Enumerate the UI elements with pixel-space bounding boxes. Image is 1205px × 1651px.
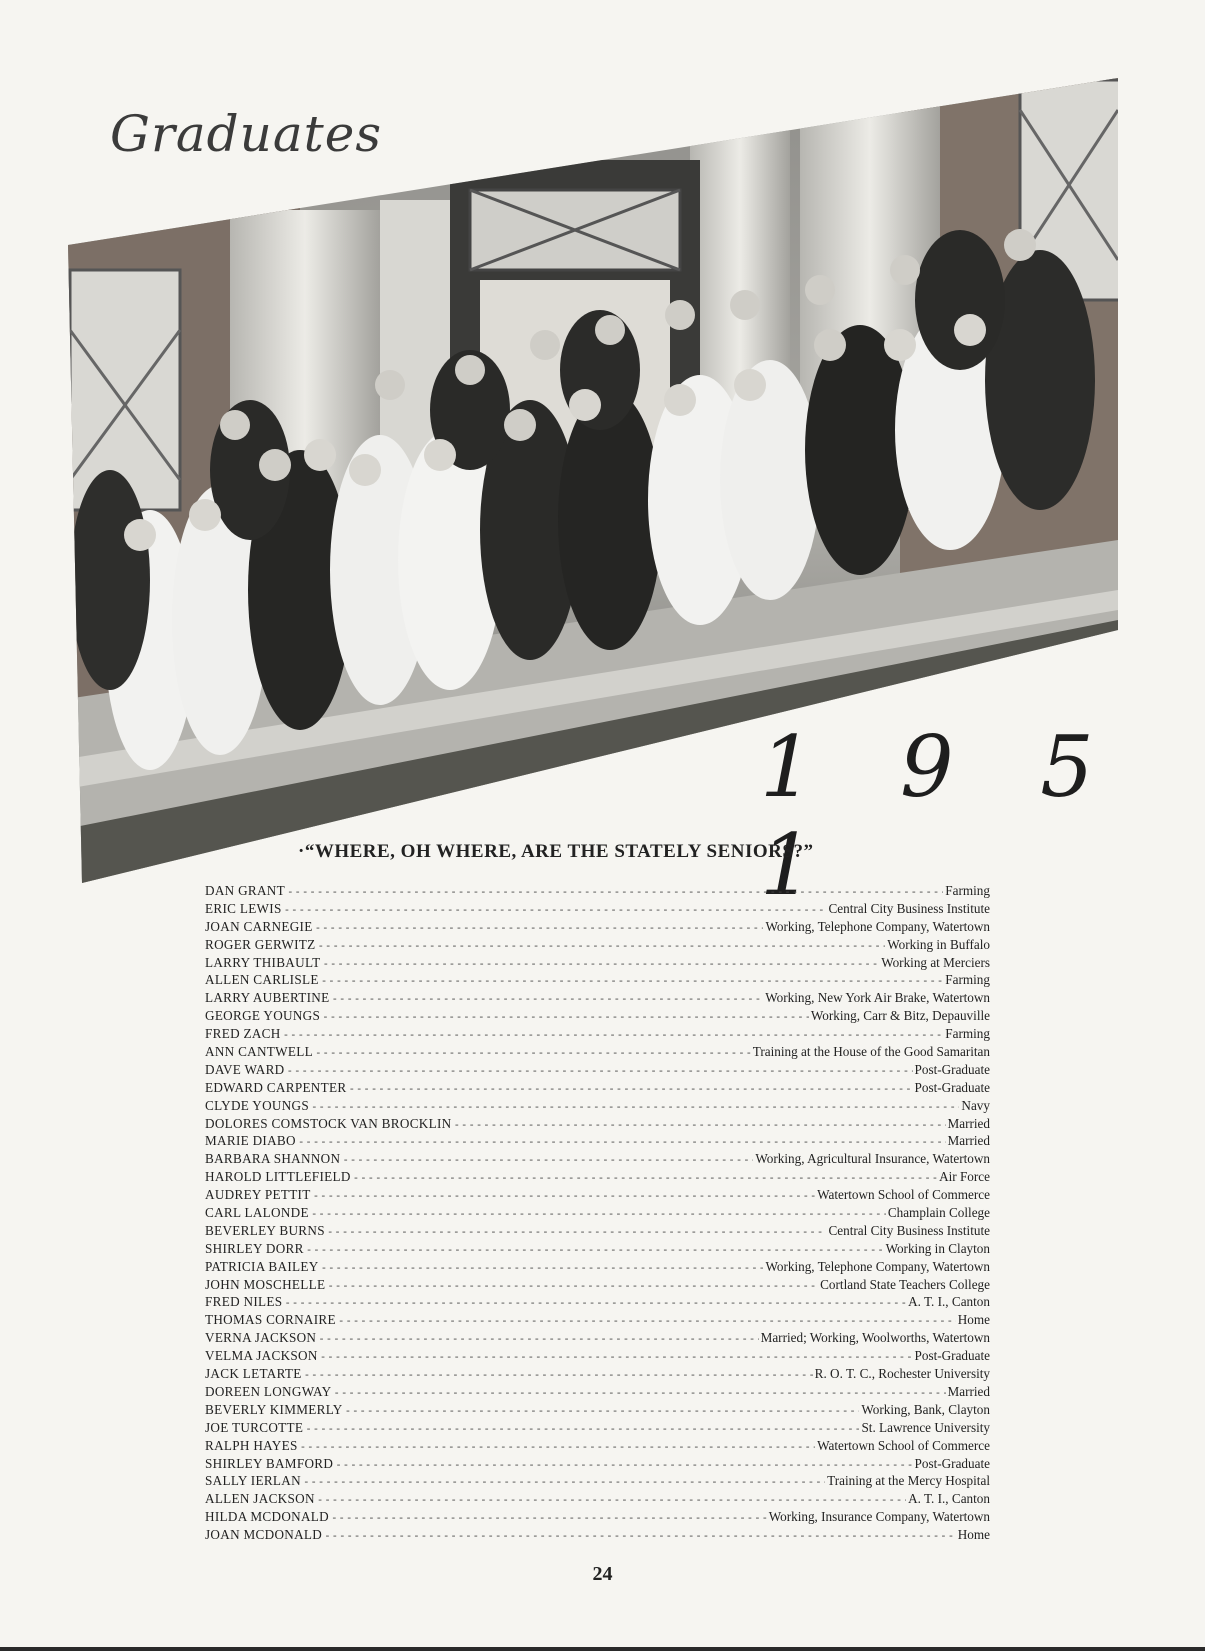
roster-row <box>205 1168 990 1186</box>
roster-row <box>205 1490 990 1508</box>
graduate-destination: Working, Bank, Clayton <box>861 1401 990 1417</box>
graduate-name: ANN CANTWELL <box>205 1044 313 1060</box>
roster-row <box>205 1186 990 1204</box>
roster-row <box>205 1061 990 1079</box>
roster-row <box>205 1132 990 1150</box>
graduate-destination: Training at the Mercy Hospital <box>827 1473 990 1489</box>
leader-dashes <box>342 1151 753 1169</box>
graduate-destination: A. T. I., Canton <box>908 1491 990 1507</box>
graduate-name: AUDREY PETTIT <box>205 1187 311 1203</box>
graduate-name: FRED ZACH <box>205 1026 281 1042</box>
graduate-destination: Married <box>947 1133 990 1149</box>
leader-dashes <box>321 972 944 990</box>
roster-row <box>205 1222 990 1240</box>
graduate-name: JOAN MCDONALD <box>205 1527 323 1543</box>
graduate-destination: Post-Graduate <box>914 1079 990 1095</box>
graduate-name: DAN GRANT <box>205 883 285 898</box>
leader-dashes <box>453 1116 945 1134</box>
leader-dashes <box>327 1223 827 1241</box>
roster-row <box>205 1079 990 1097</box>
page-edge <box>0 1647 1205 1651</box>
graduate-destination: Watertown School of Commerce <box>817 1187 990 1203</box>
graduate-destination: Central City Business Institute <box>828 1222 990 1238</box>
roster-row <box>205 1150 990 1168</box>
graduate-name: VELMA JACKSON <box>205 1348 318 1364</box>
roster-row <box>205 1419 990 1437</box>
roster-row <box>205 1204 990 1222</box>
roster-row <box>205 1455 990 1473</box>
roster-row <box>205 1240 990 1258</box>
roster-row <box>205 1007 990 1025</box>
graduate-name: PATRICIA BAILEY <box>205 1258 319 1274</box>
roster-row <box>205 1365 990 1383</box>
graduate-name: JOHN MOSCHELLE <box>205 1276 326 1292</box>
graduate-name: CLYDE YOUNGS <box>205 1097 309 1113</box>
graduate-destination: Post-Graduate <box>914 1348 990 1364</box>
graduate-name: SALLY IERLAN <box>205 1473 301 1489</box>
graduate-name: LARRY AUBERTINE <box>205 990 330 1006</box>
graduate-destination: R. O. T. C., Rochester University <box>814 1366 990 1382</box>
graduate-destination: Navy <box>961 1097 990 1113</box>
leader-dashes <box>318 937 886 955</box>
roster-row <box>205 900 990 918</box>
roster-row <box>205 936 990 954</box>
leader-dashes <box>317 1491 906 1509</box>
roster-row <box>205 1383 990 1401</box>
leader-dashes <box>315 1044 751 1062</box>
graduate-destination: Working in Buffalo <box>887 936 990 952</box>
leader-dashes <box>298 1133 946 1151</box>
graduate-name: GEORGE YOUNGS <box>205 1008 321 1024</box>
roster-row <box>205 1401 990 1419</box>
roster-row <box>205 1526 990 1544</box>
graduate-name: SHIRLEY BAMFORD <box>205 1455 334 1471</box>
leader-dashes <box>303 1473 825 1491</box>
graduate-name: SHIRLEY DORR <box>205 1240 304 1256</box>
graduate-destination: Training at the House of the Good Samaritan <box>752 1044 990 1060</box>
graduate-destination: Post-Graduate <box>914 1061 990 1077</box>
graduate-name: DAVE WARD <box>205 1061 285 1077</box>
graduate-name: BARBARA SHANNON <box>205 1151 341 1167</box>
roster-row <box>205 918 990 936</box>
graduate-destination: Farming <box>945 972 990 988</box>
graduate-name: EDWARD CARPENTER <box>205 1079 347 1095</box>
leader-dashes <box>324 1527 956 1545</box>
leader-dashes <box>353 1169 937 1187</box>
leader-dashes <box>331 1509 767 1527</box>
graduate-destination: Working, Telephone Company, Watertown <box>765 1258 990 1274</box>
leader-dashes <box>322 1008 809 1026</box>
graduates-roster <box>205 882 990 1544</box>
graduate-name: DOLORES COMSTOCK VAN BROCKLIN <box>205 1115 452 1131</box>
roster-row <box>205 1115 990 1133</box>
graduate-destination: Home <box>957 1312 990 1328</box>
graduate-name: CARL LALONDE <box>205 1205 309 1221</box>
graduate-destination: Post-Graduate <box>914 1455 990 1471</box>
leader-dashes <box>318 1330 758 1348</box>
graduate-destination: Working, New York Air Brake, Watertown <box>765 990 990 1006</box>
leader-dashes <box>313 1187 815 1205</box>
graduate-name: RALPH HAYES <box>205 1437 298 1453</box>
roster-row <box>205 989 990 1007</box>
leader-dashes <box>305 1420 859 1438</box>
graduate-name: FRED NILES <box>205 1294 283 1310</box>
roster-row <box>205 1508 990 1526</box>
roster-row <box>205 882 990 900</box>
leader-dashes <box>345 1402 860 1420</box>
graduate-name: JOAN CARNEGIE <box>205 918 313 934</box>
section-heading: ·“WHERE, OH WHERE, ARE THE STATELY SENIORS?” <box>298 841 814 862</box>
leader-dashes <box>284 901 827 919</box>
leader-dashes <box>300 1438 816 1456</box>
graduate-destination: Farming <box>945 883 990 898</box>
graduate-name: MARIE DIABO <box>205 1133 296 1149</box>
roster-row <box>205 1472 990 1490</box>
graduate-destination: Working, Agricultural Insurance, Watertown <box>755 1151 990 1167</box>
graduate-destination: Married <box>947 1115 990 1131</box>
leader-dashes <box>322 955 879 973</box>
roster-row <box>205 971 990 989</box>
graduate-name: ALLEN JACKSON <box>205 1491 315 1507</box>
leader-dashes <box>348 1080 912 1098</box>
roster-row <box>205 1258 990 1276</box>
leader-dashes <box>311 1098 959 1116</box>
graduate-destination: Home <box>957 1527 990 1543</box>
graduate-name: BEVERLY KIMMERLY <box>205 1401 343 1417</box>
leader-dashes <box>306 1241 884 1259</box>
graduate-name: HILDA MCDONALD <box>205 1509 329 1525</box>
leader-dashes <box>283 1026 944 1044</box>
leader-dashes <box>287 1062 913 1080</box>
graduate-destination: Married <box>947 1383 990 1399</box>
leader-dashes <box>311 1205 886 1223</box>
roster-row <box>205 954 990 972</box>
graduate-name: BEVERLEY BURNS <box>205 1222 325 1238</box>
graduate-destination: Working at Merciers <box>881 954 990 970</box>
graduate-name: ROGER GERWITZ <box>205 936 316 952</box>
graduate-destination: Air Force <box>939 1169 990 1185</box>
graduate-name: THOMAS CORNAIRE <box>205 1312 336 1328</box>
graduate-destination: A. T. I., Canton <box>908 1294 990 1310</box>
graduate-destination: Married; Working, Woolworths, Watertown <box>760 1330 990 1346</box>
roster-row <box>205 1347 990 1365</box>
leader-dashes <box>320 1348 913 1366</box>
graduate-destination: Central City Business Institute <box>828 900 990 916</box>
graduate-destination: Working, Insurance Company, Watertown <box>768 1509 990 1525</box>
roster-row <box>205 1311 990 1329</box>
leader-dashes <box>331 990 763 1008</box>
graduate-name: JACK LETARTE <box>205 1366 302 1382</box>
leader-dashes <box>315 919 764 937</box>
graduate-name: ERIC LEWIS <box>205 900 282 916</box>
roster-row <box>205 1329 990 1347</box>
graduate-name: HAROLD LITTLEFIELD <box>205 1169 351 1185</box>
graduate-destination: St. Lawrence University <box>861 1419 990 1435</box>
graduate-name: VERNA JACKSON <box>205 1330 317 1346</box>
page-title: Graduates <box>110 105 383 163</box>
graduate-destination: Working in Clayton <box>885 1240 990 1256</box>
graduate-name: ALLEN CARLISLE <box>205 972 319 988</box>
roster-row <box>205 1276 990 1294</box>
leader-dashes <box>321 1259 764 1277</box>
roster-row <box>205 1043 990 1061</box>
leader-dashes <box>287 883 943 901</box>
graduate-destination: Champlain College <box>887 1205 990 1221</box>
leader-dashes <box>284 1294 906 1312</box>
leader-dashes <box>304 1366 813 1384</box>
roster-row <box>205 1097 990 1115</box>
graduate-name: LARRY THIBAULT <box>205 954 321 970</box>
graduate-destination: Cortland State Teachers College <box>820 1276 990 1292</box>
roster-row <box>205 1293 990 1311</box>
graduate-name: DOREEN LONGWAY <box>205 1383 332 1399</box>
graduate-destination: Working, Carr & Bitz, Depauville <box>810 1008 990 1024</box>
roster-row <box>205 1025 990 1043</box>
page-number: 24 <box>592 1563 613 1585</box>
year-label: 1 9 5 1 <box>760 718 1124 914</box>
leader-dashes <box>333 1384 945 1402</box>
graduate-destination: Farming <box>945 1026 990 1042</box>
leader-dashes <box>335 1456 912 1474</box>
graduate-destination: Working, Telephone Company, Watertown <box>765 918 990 934</box>
graduate-name: JOE TURCOTTE <box>205 1419 304 1435</box>
leader-dashes <box>327 1277 818 1295</box>
leader-dashes <box>338 1312 956 1330</box>
roster-row <box>205 1437 990 1455</box>
graduate-destination: Watertown School of Commerce <box>817 1437 990 1453</box>
